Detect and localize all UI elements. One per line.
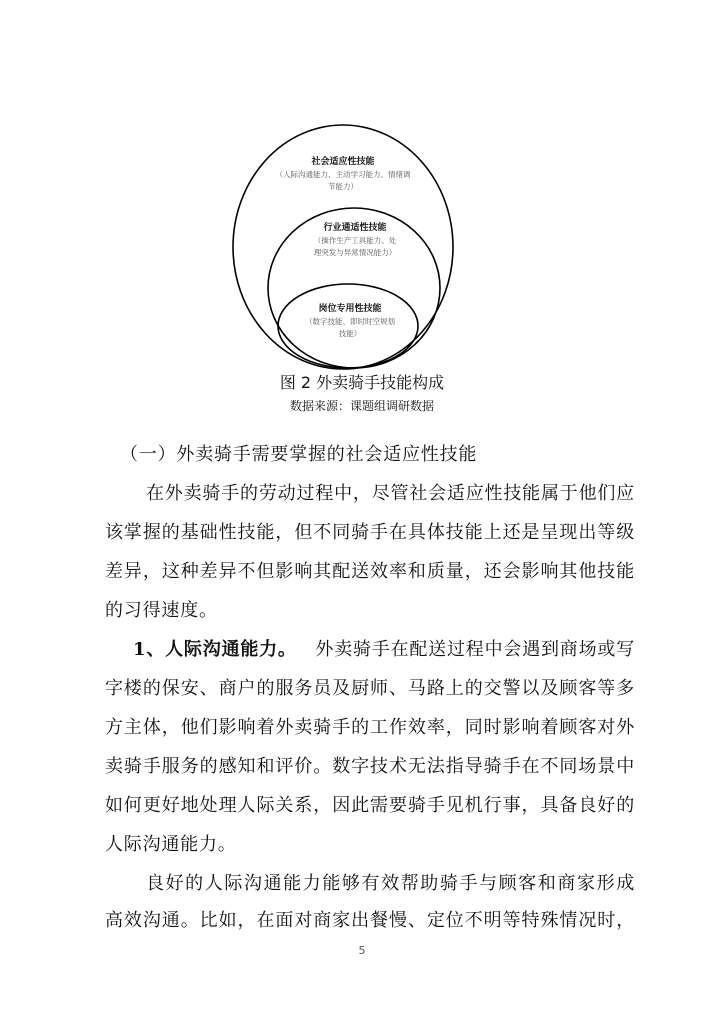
para2-line: 字楼的保安、商户的服务员及厨师、马路上的交警以及顾客等多: [105, 678, 635, 699]
inner-label: [285, 303, 415, 340]
para2-line: 如何更好地处理人际关系，因此需要骑手见机行事，具备良好的: [105, 795, 635, 816]
para2-line: 卖骑手服务的感知和评价。数字技术无法指导骑手在不同场景中: [105, 756, 635, 777]
para3-line: 高效沟通。比如，在面对商家出餐慢、定位不明等特殊情况时，: [105, 910, 635, 931]
middle-desc: 理突发与异常情况能力）: [313, 248, 397, 257]
para2-line: 方主体，他们影响着外卖骑手的工作效率，同时影响着顾客对外: [105, 717, 635, 738]
outer-label: [263, 156, 423, 193]
middle-label: [290, 222, 420, 259]
para2-lead: 1、人际沟通能力。: [133, 639, 297, 660]
para2-line: 人际沟通能力。: [105, 834, 237, 855]
page-number: 5: [358, 944, 366, 957]
para3-line: 良好的人际沟通能力能够有效帮助骑手与顾客和商家形成: [146, 873, 635, 894]
para1-line: 该掌握的基础性技能，但不同骑手在具体技能上还是呈现出等级: [105, 522, 635, 543]
figure-caption: 图 2 外卖骑手技能构成: [279, 373, 445, 392]
figure-source: 数据来源：课题组调研数据: [289, 399, 434, 413]
para1-line: 的习得速度。: [105, 600, 218, 621]
skills-diagram: [0, 0, 724, 420]
section-heading: （一）外卖骑手需要掌握的社会适应性技能: [120, 444, 478, 465]
outer-desc: （人际沟通能力、主动学习能力、情绪调: [275, 170, 411, 179]
para2-line: 外卖骑手在配送过程中会遇到商场或写: [315, 639, 635, 660]
para1-line: 在外卖骑手的劳动过程中，尽管社会适应性技能属于他们应: [146, 483, 635, 504]
middle-title: 行业通适性技能: [323, 223, 387, 233]
outer-desc: 节能力）: [328, 182, 358, 191]
para2-first-line: [133, 639, 635, 661]
middle-desc: （操作生产工具能力、处: [313, 236, 397, 245]
inner-desc: （数字技能、即时时空规划: [305, 317, 395, 326]
outer-title: 社会适应性技能: [311, 157, 375, 167]
para1-line: 差异，这种差异不但影响其配送效率和质量，还会影响其他技能: [105, 561, 635, 582]
inner-desc: 技能）: [338, 329, 362, 338]
inner-title: 岗位专用性技能: [318, 304, 382, 314]
